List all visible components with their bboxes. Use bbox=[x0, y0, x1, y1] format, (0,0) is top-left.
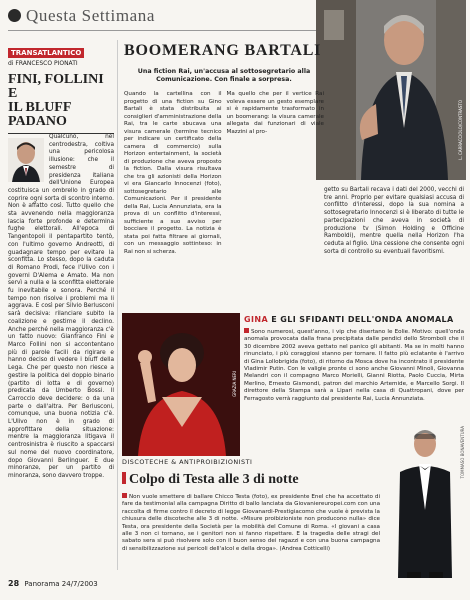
top-photo-credit: L. CARRACCIOLO/CONTRASTO bbox=[458, 100, 463, 160]
round-bullet-icon bbox=[8, 9, 21, 22]
red-square-icon bbox=[122, 493, 127, 498]
mid-title-highlight: GINA bbox=[244, 315, 269, 324]
top-article-deck: Una fiction Rai, un'accusa al sottosegretario alla Comunicazione. Con finale a sorpresa. bbox=[137, 68, 311, 83]
bottom-article-kicker: DISCOTECHE & ANTIPROIBIZIONISTI bbox=[122, 458, 253, 466]
bottom-article-title-wrap bbox=[122, 472, 380, 488]
left-article-title bbox=[8, 73, 114, 129]
bottom-article bbox=[122, 458, 380, 574]
left-title-line2: IL BLUFF PADANO bbox=[8, 100, 71, 129]
top-article-columns bbox=[124, 91, 324, 256]
lollobrigida-photo bbox=[122, 313, 240, 456]
mid-title-rest: E GLI SFIDANTI DELL'ONDA ANOMALA bbox=[271, 315, 454, 324]
page-number: 28 bbox=[8, 579, 20, 588]
left-article-body: Qualcuno, nel centrodestra, coltiva una pericolosa illusione: che il semestre di presidenza italiana dell'Unione Europea costituisca un ombrello in grado di coprire ogni sorta di scontro interno. Non è affatto così. Tutto quello che sta avvenendo nella maggioranza lascia forte profonde e determina fughe elettorali. All'epoca di Tangentopoli il pentapartito tentò, con l'ultimo governo Andreotti, di guadagnare tempo per evitare la sconfitta. Lo stesso, dopo la caduta di Romano Prodi, fece l'Ulivo con i governi D'Alema e Amato. Ma non servì a nulla e la sconfitta elettorale fu inevitabile e sonora. Perché il tempo non risolve i problemi ma li aggrava. E così per Silvio Berlusconi sarà decisiva: rilanciare subito la coalizione e gestirne il declino. Anche perché nella maggioranza c'è un fatto nuovo: Gianfranco Fini e Marco Follini non si accontentano più di parole facili da rigirare e hanno deciso di vedere i bluff della Lega. Che per questo non riesce a gestire la politica del doppio binario (partito di lotta e di governo) predicata da Umberto Bossi. Il Carroccio deve decidere: o da una parte o dall'altra. Per Berlusconi, comunque, una buona notizia c'è. L'Ulivo non è in grado di approfittare della situazione: mentre la maggioranza litigava il centrosinistra è riuscito a spaccarsi sul nome del nuovo coordinatore, dopo Giovanni Berlinguer. E due minoranze, per un partito di minoranza, sono davvero troppe. bbox=[8, 134, 114, 479]
mid-article-body-wrap bbox=[244, 328, 464, 403]
testa-photo bbox=[384, 420, 466, 578]
top-article bbox=[124, 42, 324, 290]
left-title-line1: FINI, FOLLINI E bbox=[8, 72, 104, 101]
column-divider bbox=[117, 40, 118, 570]
mid-article-body: Sono numerosi, quest'anno, i vip che disertano le Eolie. Motivo: quell'onda anomala provocata dalla frana precipitata dalle pendici dello Stromboli che il 30 dicembre 2002 aveva gettato nel panico gli abitanti. Ma se in molti hanno rinunciato, i più coraggiosi stanno per tornare. Il fatto più eclatante è l'arrivo di Gina Lollobrigida (foto), di ritorno da Mosca dove ha incontrato il presidente Vladimir Putin. Con le valigie pronte ci sono anche Giovanni Minoli, Giovanna Melandri con il compagno Marco Morielli, Gianni Riotta, Paolo Cuccia, Mirta Merlino, Ernesto Gismondi, patron del marchio Artemide, e Marcello Sorgi. Il direttore della Stampa sarà a Lipari nella casa di Quattropani, dove per Ferragosto verrà raggiunto dal presidente Rai, Lucia Annunziata. bbox=[244, 329, 464, 402]
author-portrait-icon bbox=[8, 138, 44, 182]
man-in-suit-portrait-icon bbox=[316, 0, 466, 180]
top-article-continuation: getto su Bartali recava i dati del 2000, vecchi di tre anni. Proprio per evitare qualsiasi accusa di conflitto d'interessi, dopo la sua nomina a sottosegretario Innocenzi si è liberato di tutte le partecipazioni che aveva in società di produzione tv (Simon Holding e Officine Ramboldi), mentre quella nella Horizon l'ha ceduta al figlio. Una cessione che consente ogni sorta di controllo su eventuali favoritismi. bbox=[324, 187, 464, 255]
mid-article-title bbox=[244, 315, 464, 324]
byline: di FRANCESCO PIONATI bbox=[8, 60, 78, 67]
red-bar-icon bbox=[122, 472, 126, 484]
woman-waving-portrait-icon bbox=[122, 313, 240, 456]
author-headshot bbox=[8, 138, 44, 182]
bottom-article-body-wrap bbox=[122, 493, 380, 553]
man-in-tuxedo-portrait-icon bbox=[384, 420, 466, 578]
innocenzi-photo bbox=[316, 0, 466, 180]
section-title: Questa Settimana bbox=[26, 6, 156, 25]
top-article-title: BOOMERANG BARTALI bbox=[124, 42, 322, 59]
top-article-col2: Ma quello che per il vertice Rai voleva essere un gesto esemplare si è rapidamente trasformato in un boomerang: la visura camerale allegata dai funzionari di viale Mazzini al pro- bbox=[226, 91, 324, 135]
bottom-article-body: Non vuole smettere di ballare Chicco Testa (foto), ex presidente Enel che ha accettato di fare da testimonial alla campagna Diritto di ballo lanciata da Giovaniereuropei.com con una raccolta di firme contro il decreto di legge Giovanardi-Prestigiacomo che vuole è prevista la chiusura delle discoteche alle 3 di notte. «Misure proibizioniste non producono nulla» dice Testa, ora presidente della Società per la mobilità del Comune di Roma. «I giovani a casa alle 3 non ci tornano, se i genitori non si fanno rispettare. E la tragedia delle stragi del sabato sera si può risolvere solo con il buon senso dei ragazzi e con una buona campagna di sensibilizzazione sui pericoli dell'alcol e della droga». (Andrea Cotticelli) bbox=[122, 494, 380, 552]
left-column-article bbox=[8, 40, 114, 570]
issue-label: Panorama 24/7/2003 bbox=[24, 580, 98, 588]
column-tag: TRANSATLANTICO bbox=[8, 48, 84, 58]
mid-photo-credit: GRAZIA NERI bbox=[232, 371, 237, 397]
page-footer bbox=[8, 579, 308, 591]
bottom-article-title: Colpo di Testa alle 3 di notte bbox=[129, 472, 299, 487]
red-square-icon bbox=[244, 328, 249, 333]
bottom-photo-credit: TOMMASO BONAVENTURA bbox=[460, 426, 465, 479]
top-article-col1: Quando la cartellina con il progetto di una fiction su Gino Bartali è stata distribuita ai consiglieri d'amministrazione della Rai, tra le carte sbucava una visura camerale (termine tecnico per indicare un certificato della camera di commercio) sulla Horizon entertainment, la società di produzione che aveva proposto la fiction. Dalla visura risultava che tra gli azionisti della Horizon vi era Giancarlo Innocenzi (foto), sottosegretario alle Comunicazioni. Per il presidente della Rai, Lucia Annunziata, era la prova di un conflitto d'interessi, sufficiente a suo avviso per bocciare il progetto. La notizia è stata poi fatta filtrare ai giornali, con un messaggio sottinteso: in Rai non si scherza. bbox=[124, 91, 222, 255]
